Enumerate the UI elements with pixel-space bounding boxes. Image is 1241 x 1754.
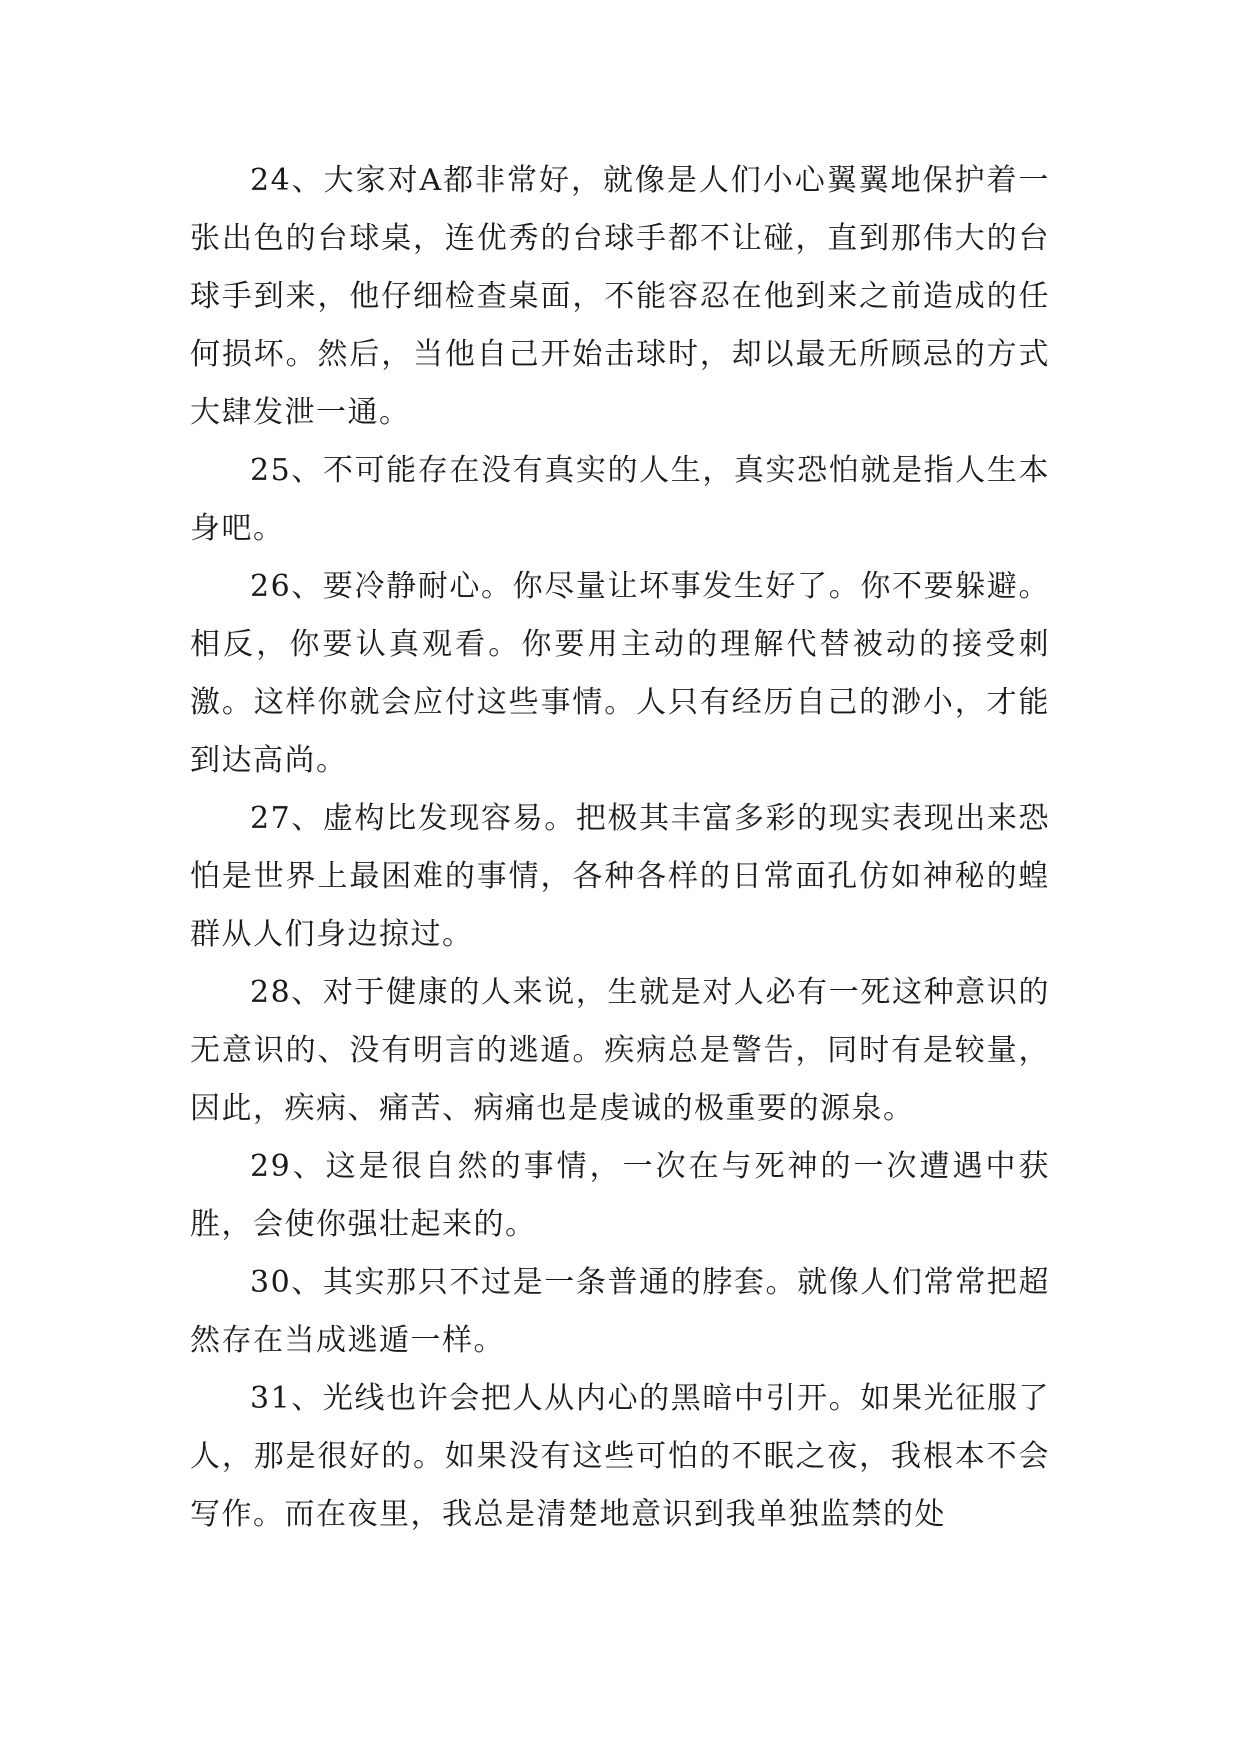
paragraph-31: 31、光线也许会把人从内心的黑暗中引开。如果光征服了人，那是很好的。如果没有这些可怕的不眠之夜，我根本不会写作。而在夜里，我总是清楚地意识到我单独监禁的处 (190, 1381, 1050, 1532)
paragraph-28: 28、对于健康的人来说，生就是对人必有一死这种意识的无意识的、没有明言的逃遁。疾病总是警告，同时有是较量，因此，疾病、痛苦、病痛也是虔诚的极重要的源泉。 (190, 975, 1050, 1126)
document-body (190, 152, 1050, 1544)
paragraph-24: 24、大家对A都非常好，就像是人们小心翼翼地保护着一张出色的台球桌，连优秀的台球手都不让碰，直到那伟大的台球手到来，他仔细检查桌面，不能容忍在他到来之前造成的任何损坏。然后，当他自己开始击球时，却以最无所顾忌的方式大肆发泄一通。 (190, 163, 1050, 430)
paragraph-26: 26、要冷静耐心。你尽量让坏事发生好了。你不要躲避。相反，你要认真观看。你要用主动的理解代替被动的接受刺激。这样你就会应付这些事情。人只有经历自己的渺小，才能到达高尚。 (190, 569, 1050, 778)
paragraph-25: 25、不可能存在没有真实的人生，真实恐怕就是指人生本身吧。 (190, 453, 1050, 546)
paragraph-27: 27、虚构比发现容易。把极其丰富多彩的现实表现出来恐怕是世界上最困难的事情，各种各样的日常面孔仿如神秘的蝗群从人们身边掠过。 (190, 801, 1050, 952)
paragraph-29: 29、这是很自然的事情，一次在与死神的一次遭遇中获胜，会使你强壮起来的。 (190, 1149, 1050, 1242)
paragraph-30: 30、其实那只不过是一条普通的脖套。就像人们常常把超然存在当成逃遁一样。 (190, 1265, 1050, 1358)
